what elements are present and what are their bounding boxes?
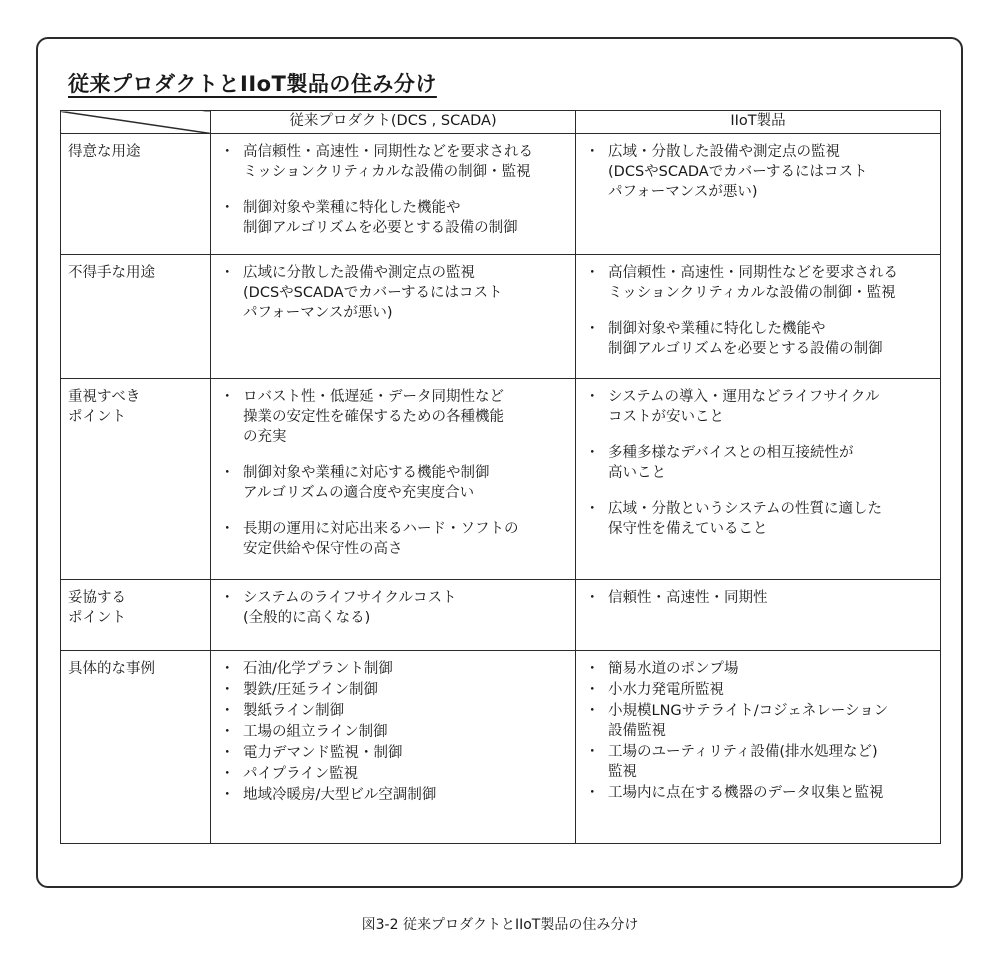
table-header-row — [61, 111, 941, 134]
row-examples — [61, 651, 941, 844]
cell-conventional — [211, 134, 576, 255]
corner-diagonal-cell — [61, 111, 211, 134]
list-item-text: パイプライン監視 — [243, 766, 359, 782]
bullet-mark: ・ — [220, 661, 235, 677]
row-label: 重視すべき ポイント — [61, 379, 211, 580]
row-label: 不得手な用途 — [61, 255, 211, 379]
cell-conventional — [211, 255, 576, 379]
list-item — [217, 463, 571, 503]
list-item — [582, 319, 936, 359]
list-item — [217, 743, 571, 763]
list-item — [217, 722, 571, 742]
bullet-mark: ・ — [585, 265, 600, 281]
list-item-text: 小水力発電所監視 — [608, 682, 724, 698]
list-item-text: システムの導入・運用などライフサイクル コストが安いこと — [608, 389, 880, 425]
list-item-text: 広域・分散した設備や測定点の監視 (DCSやSCADAでカバーするにはコスト パフォーマンスが悪い) — [608, 144, 868, 200]
list-item-text: 広域・分散というシステムの性質に適した 保守性を備えていること — [608, 501, 883, 537]
bullet-mark: ・ — [585, 682, 600, 698]
list-item — [217, 198, 571, 238]
bullet-mark: ・ — [220, 745, 235, 761]
list-item — [217, 142, 571, 182]
row-weaknesses — [61, 255, 941, 379]
list-item — [582, 701, 936, 741]
list-item-text: 電力デマンド監視・制御 — [243, 745, 403, 761]
cell-conventional — [211, 580, 576, 651]
list-item-text: 多種多様なデバイスとの相互接続性が 高いこと — [608, 445, 854, 481]
cell-iiot — [576, 580, 941, 651]
list-item — [582, 387, 936, 427]
bullet-mark: ・ — [585, 321, 600, 337]
list-item — [217, 519, 571, 559]
list-item-text: 制御対象や業種に特化した機能や 制御アルゴリズムを必要とする設備の制御 — [243, 200, 518, 236]
list-item — [217, 387, 571, 447]
list-item — [582, 443, 936, 483]
list-item — [582, 680, 936, 700]
list-item-text: 高信頼性・高速性・同期性などを要求される ミッションクリティカルな設備の制御・監視 — [608, 265, 898, 301]
list-item — [582, 659, 936, 679]
list-item-text: 簡易水道のポンプ場 — [608, 661, 739, 677]
list-item-text: 製紙ライン制御 — [243, 703, 345, 719]
list-item-text: 工場の組立ライン制御 — [243, 724, 388, 740]
bullet-mark: ・ — [220, 787, 235, 803]
list-item-text: 長期の運用に対応出来るハード・ソフトの 安定供給や保守性の高さ — [243, 521, 519, 557]
list-item-text: 小規模LNGサテライト/コジェネレーション 設備監視 — [608, 703, 889, 739]
cell-iiot — [576, 134, 941, 255]
bullet-mark: ・ — [585, 501, 600, 517]
cell-conventional — [211, 651, 576, 844]
bullet-mark: ・ — [220, 703, 235, 719]
list-item-text: 制御対象や業種に特化した機能や 制御アルゴリズムを必要とする設備の制御 — [608, 321, 883, 357]
list-item — [217, 701, 571, 721]
row-label: 具体的な事例 — [61, 651, 211, 844]
list-item — [217, 263, 571, 323]
list-item-text: 高信頼性・高速性・同期性などを要求される ミッションクリティカルな設備の制御・監視 — [243, 144, 533, 180]
bullet-mark: ・ — [585, 785, 600, 801]
bullet-mark: ・ — [220, 590, 235, 606]
row-compromises — [61, 580, 941, 651]
header-conventional: 従来プロダクト(DCS , SCADA) — [211, 111, 576, 134]
list-item — [217, 588, 571, 628]
bullet-mark: ・ — [585, 744, 600, 760]
bullet-mark: ・ — [220, 144, 235, 160]
row-priorities — [61, 379, 941, 580]
list-item — [582, 263, 936, 303]
list-item-text: 信頼性・高速性・同期性 — [608, 590, 768, 606]
bullet-mark: ・ — [585, 661, 600, 677]
bullet-mark: ・ — [585, 703, 600, 719]
bullet-mark: ・ — [220, 724, 235, 740]
bullet-mark: ・ — [220, 766, 235, 782]
bullet-mark: ・ — [585, 144, 600, 160]
list-item-text: ロバスト性・低遅延・データ同期性など 操業の安定性を確保するための各種機能 の充実 — [243, 389, 504, 445]
table-body — [61, 134, 941, 844]
bullet-mark: ・ — [220, 521, 235, 537]
list-item — [217, 680, 571, 700]
row-strengths — [61, 134, 941, 255]
list-item — [217, 764, 571, 784]
list-item-text: システムのライフサイクルコスト (全般的に高くなる) — [243, 590, 457, 626]
bullet-mark: ・ — [220, 465, 235, 481]
comparison-table — [60, 110, 941, 844]
cell-iiot — [576, 255, 941, 379]
list-item — [582, 588, 936, 608]
list-item — [582, 742, 936, 782]
list-item-text: 製鉄/圧延ライン制御 — [243, 682, 378, 698]
list-item-text: 工場のユーティリティ設備(排水処理など) 監視 — [608, 744, 878, 780]
cell-iiot — [576, 379, 941, 580]
bullet-mark: ・ — [585, 590, 600, 606]
cell-iiot — [576, 651, 941, 844]
cell-conventional — [211, 379, 576, 580]
bullet-mark: ・ — [220, 265, 235, 281]
figure-title: 従来プロダクトとIIoT製品の住み分け — [68, 72, 437, 96]
list-item-text: 地域冷暖房/大型ビル空調制御 — [243, 787, 437, 803]
list-item — [582, 142, 936, 202]
bullet-mark: ・ — [585, 389, 600, 405]
list-item-text: 制御対象や業種に対応する機能や制御 アルゴリズムの適合度や充実度合い — [243, 465, 490, 501]
bullet-mark: ・ — [585, 445, 600, 461]
list-item — [217, 785, 571, 805]
list-item-text: 工場内に点在する機器のデータ収集と監視 — [608, 785, 884, 801]
bullet-mark: ・ — [220, 200, 235, 216]
row-label: 妥協する ポイント — [61, 580, 211, 651]
figure-caption: 図3-2 従来プロダクトとIIoT製品の住み分け — [361, 917, 639, 933]
list-item-text: 広域に分散した設備や測定点の監視 (DCSやSCADAでカバーするにはコスト パフォーマンスが悪い) — [243, 265, 503, 321]
bullet-mark: ・ — [220, 682, 235, 698]
bullet-mark: ・ — [220, 389, 235, 405]
list-item — [582, 499, 936, 539]
header-iiot: IIoT製品 — [576, 111, 941, 134]
row-label: 得意な用途 — [61, 134, 211, 255]
list-item — [582, 783, 936, 803]
list-item-text: 石油/化学プラント制御 — [243, 661, 393, 677]
list-item — [217, 659, 571, 679]
